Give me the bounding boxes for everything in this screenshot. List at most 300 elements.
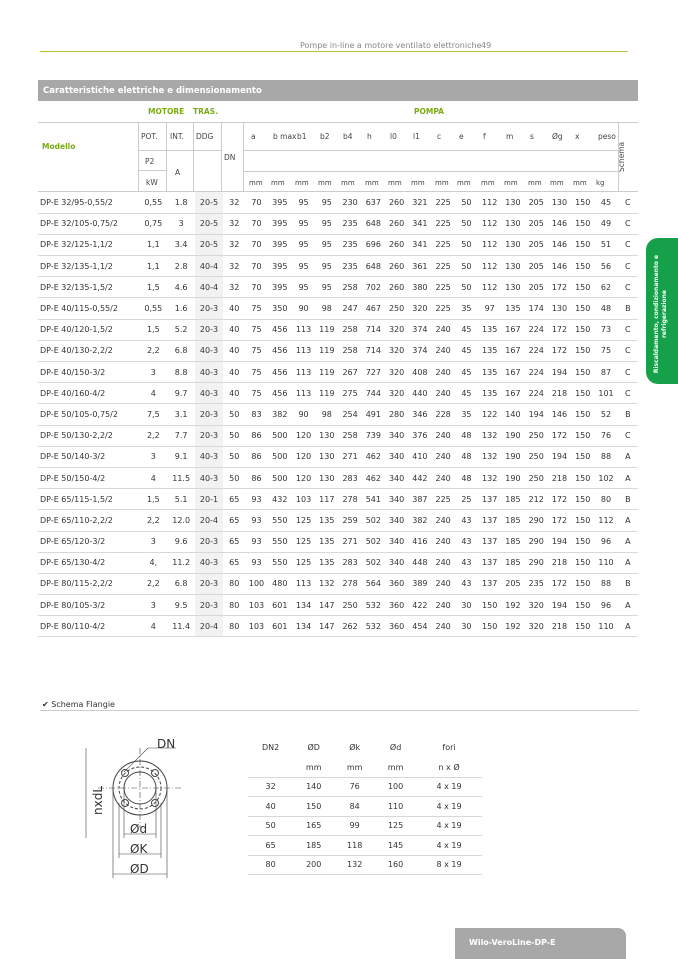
value-cell: 130 xyxy=(548,192,571,213)
value-cell: 135 xyxy=(315,552,338,573)
value-cell: 205 xyxy=(525,213,548,234)
value-cell: 172 xyxy=(548,510,571,531)
value-cell: 278 xyxy=(338,573,361,594)
value-cell: 93 xyxy=(245,552,267,573)
value-cell: 380 xyxy=(408,277,431,298)
value-cell: 240 xyxy=(432,552,455,573)
value-cell: 395 xyxy=(268,192,292,213)
value-cell: 340 xyxy=(385,425,408,446)
label-nxdl: nxdL xyxy=(91,785,105,815)
value-cell: 130 xyxy=(501,234,524,255)
flange-row xyxy=(248,836,482,856)
value-cell: 134 xyxy=(292,616,315,637)
value-cell: 150 xyxy=(571,467,594,488)
model-cell: DP-E 40/120-1,5/2 xyxy=(38,319,139,340)
col-schema: Schema xyxy=(617,141,626,172)
flange-cell: 132 xyxy=(334,855,375,875)
value-cell: 43 xyxy=(455,552,478,573)
value-cell: 20-4 xyxy=(195,616,223,637)
flange-cell: 165 xyxy=(293,816,334,836)
value-cell: 500 xyxy=(268,446,292,467)
flange-cell: 50 xyxy=(248,816,293,836)
page-number: 49 xyxy=(481,41,492,50)
value-cell: 43 xyxy=(455,510,478,531)
value-cell: 35 xyxy=(455,298,478,319)
flange-table xyxy=(248,738,482,875)
bolt-hole-3 xyxy=(122,800,129,807)
value-cell: 80 xyxy=(223,616,245,637)
table-row xyxy=(38,467,638,488)
value-cell: C xyxy=(618,256,638,277)
value-cell: 120 xyxy=(292,446,315,467)
value-cell: 422 xyxy=(408,595,431,616)
flange-header-row xyxy=(248,738,482,758)
unit-9: mm xyxy=(457,179,471,187)
flange-cell: mm xyxy=(334,758,375,778)
value-cell: 150 xyxy=(571,404,594,425)
value-cell: 40-4 xyxy=(195,277,223,298)
dn-leader xyxy=(124,748,148,772)
col-6: l0 xyxy=(390,132,397,141)
value-cell: 147 xyxy=(315,595,338,616)
value-cell: 146 xyxy=(548,404,571,425)
value-cell: 321 xyxy=(408,192,431,213)
value-cell: 240 xyxy=(432,383,455,404)
value-cell: A xyxy=(618,467,638,488)
value-cell: 140 xyxy=(501,404,524,425)
flange-cell: 4 x 19 xyxy=(416,797,482,817)
value-cell: 11.4 xyxy=(168,616,195,637)
value-cell: 601 xyxy=(268,595,292,616)
unit-5: mm xyxy=(365,179,379,187)
label-d-small: Ød xyxy=(130,822,148,836)
value-cell: 739 xyxy=(362,425,385,446)
value-cell: 40-3 xyxy=(195,446,223,467)
value-cell: 648 xyxy=(362,213,385,234)
table-row xyxy=(38,362,638,383)
value-cell: 70 xyxy=(245,256,267,277)
model-cell: DP-E 80/105-3/2 xyxy=(38,595,139,616)
col-12: s xyxy=(530,132,534,141)
flange-cell: 185 xyxy=(293,836,334,856)
value-cell: C xyxy=(618,192,638,213)
value-cell: 212 xyxy=(525,489,548,510)
value-cell: 320 xyxy=(385,340,408,361)
value-cell: 20-1 xyxy=(195,489,223,510)
section-title-bar: Caratteristiche elettriche e dimensionamento xyxy=(38,80,638,101)
value-cell: 172 xyxy=(548,573,571,594)
value-cell: 172 xyxy=(548,425,571,446)
value-cell: 190 xyxy=(501,446,524,467)
flange-cell: n x Ø xyxy=(416,758,482,778)
model-cell: DP-E 32/135-1,5/2 xyxy=(38,277,139,298)
col-pot: POT. xyxy=(141,132,158,141)
value-cell: 135 xyxy=(315,510,338,531)
value-cell: 117 xyxy=(315,489,338,510)
value-cell: 113 xyxy=(292,383,315,404)
value-cell: 320 xyxy=(385,362,408,383)
unit-10: mm xyxy=(481,179,495,187)
value-cell: 254 xyxy=(338,404,361,425)
col-int: INT. xyxy=(170,132,184,141)
table-row xyxy=(38,404,638,425)
value-cell: 167 xyxy=(501,362,524,383)
value-cell: 134 xyxy=(292,595,315,616)
value-cell: 3 xyxy=(139,531,167,552)
flange-rule xyxy=(40,710,638,711)
value-cell: 76 xyxy=(594,425,617,446)
value-cell: 218 xyxy=(548,552,571,573)
value-cell: 11.5 xyxy=(168,467,195,488)
value-cell: 192 xyxy=(501,595,524,616)
value-cell: 240 xyxy=(432,616,455,637)
value-cell: 250 xyxy=(525,467,548,488)
value-cell: A xyxy=(618,616,638,637)
value-cell: 480 xyxy=(268,573,292,594)
flange-cell: 125 xyxy=(375,816,416,836)
col-ddg: DDG xyxy=(196,132,214,141)
value-cell: 150 xyxy=(571,510,594,531)
value-cell: 135 xyxy=(478,362,501,383)
value-cell: 240 xyxy=(432,362,455,383)
model-cell: DP-E 40/115-0,55/2 xyxy=(38,298,139,319)
table-row xyxy=(38,616,638,637)
value-cell: 132 xyxy=(478,467,501,488)
model-cell: DP-E 32/95-0,55/2 xyxy=(38,192,139,213)
value-cell: 225 xyxy=(432,256,455,277)
col-8: c xyxy=(437,132,442,141)
value-cell: 185 xyxy=(501,489,524,510)
col-a-unit: A xyxy=(175,168,181,177)
value-cell: 382 xyxy=(408,510,431,531)
value-cell: 87 xyxy=(594,362,617,383)
value-cell: 132 xyxy=(478,446,501,467)
flange-cell xyxy=(248,758,293,778)
value-cell: 360 xyxy=(385,595,408,616)
model-cell: DP-E 32/105-0,75/2 xyxy=(38,213,139,234)
value-cell: 6.8 xyxy=(168,573,195,594)
value-cell: 11.2 xyxy=(168,552,195,573)
model-cell: DP-E 65/115-1,5/2 xyxy=(38,489,139,510)
value-cell: 102 xyxy=(594,467,617,488)
value-cell: 150 xyxy=(571,489,594,510)
unit-14: mm xyxy=(573,179,587,187)
value-cell: 374 xyxy=(408,319,431,340)
value-cell: 150 xyxy=(571,573,594,594)
value-cell: 340 xyxy=(385,467,408,488)
value-cell: 48 xyxy=(594,298,617,319)
value-cell: 119 xyxy=(315,319,338,340)
value-cell: 3 xyxy=(139,595,167,616)
value-cell: 361 xyxy=(408,256,431,277)
value-cell: 125 xyxy=(292,510,315,531)
value-cell: 408 xyxy=(408,362,431,383)
flange-cell: 8 x 19 xyxy=(416,855,482,875)
value-cell: 45 xyxy=(455,319,478,340)
value-cell: 9.6 xyxy=(168,531,195,552)
value-cell: 135 xyxy=(478,340,501,361)
col-modello: Modello xyxy=(42,142,76,151)
value-cell: 52 xyxy=(594,404,617,425)
value-cell: 258 xyxy=(338,340,361,361)
value-cell: 0,55 xyxy=(139,192,167,213)
table-row xyxy=(38,234,638,255)
flange-cell: DN2 xyxy=(262,743,280,753)
value-cell: 137 xyxy=(478,531,501,552)
value-cell: 190 xyxy=(501,467,524,488)
value-cell: 135 xyxy=(315,531,338,552)
flange-header-row xyxy=(248,758,482,778)
value-cell: 95 xyxy=(315,256,338,277)
value-cell: 150 xyxy=(571,595,594,616)
bolt-hole-2 xyxy=(152,770,159,777)
col-11: m xyxy=(506,132,514,141)
value-cell: 228 xyxy=(432,404,455,425)
value-cell: B xyxy=(618,404,638,425)
value-cell: 172 xyxy=(548,277,571,298)
value-cell: 25 xyxy=(455,489,478,510)
value-cell: 225 xyxy=(432,298,455,319)
value-cell: 130 xyxy=(315,425,338,446)
value-cell: 95 xyxy=(292,234,315,255)
value-cell: 40-3 xyxy=(195,467,223,488)
value-cell: 137 xyxy=(478,489,501,510)
value-cell: 280 xyxy=(385,404,408,425)
value-cell: 95 xyxy=(315,192,338,213)
value-cell: 150 xyxy=(571,234,594,255)
value-cell: 65 xyxy=(223,552,245,573)
group-pompa: POMPA xyxy=(414,107,444,116)
value-cell: 93 xyxy=(245,489,267,510)
col-4: b4 xyxy=(343,132,353,141)
vdiv-6 xyxy=(618,122,619,192)
col-5: h xyxy=(367,132,372,141)
value-cell: 40 xyxy=(223,319,245,340)
value-cell: 194 xyxy=(548,595,571,616)
flange-cell: 99 xyxy=(334,816,375,836)
unit-6: mm xyxy=(388,179,402,187)
value-cell: 75 xyxy=(245,362,267,383)
col-kw: kW xyxy=(146,178,158,187)
value-cell: 65 xyxy=(223,489,245,510)
value-cell: 4 xyxy=(139,467,167,488)
value-cell: 167 xyxy=(501,383,524,404)
value-cell: 75 xyxy=(245,383,267,404)
col-14: x xyxy=(575,132,580,141)
value-cell: 150 xyxy=(571,425,594,446)
value-cell: 260 xyxy=(385,192,408,213)
value-cell: 150 xyxy=(571,446,594,467)
value-cell: 194 xyxy=(548,531,571,552)
flange-cell: 84 xyxy=(334,797,375,817)
model-cell: DP-E 80/115-2,2/2 xyxy=(38,573,139,594)
value-cell: 2.8 xyxy=(168,256,195,277)
value-cell: 320 xyxy=(385,319,408,340)
value-cell: 50 xyxy=(223,467,245,488)
value-cell: 258 xyxy=(338,277,361,298)
table-row xyxy=(38,573,638,594)
value-cell: 271 xyxy=(338,446,361,467)
value-cell: 125 xyxy=(292,552,315,573)
value-cell: 262 xyxy=(338,616,361,637)
flange-cell: 65 xyxy=(248,836,293,856)
value-cell: 648 xyxy=(362,256,385,277)
value-cell: 9.1 xyxy=(168,446,195,467)
value-cell: A xyxy=(618,595,638,616)
value-cell: 550 xyxy=(268,531,292,552)
value-cell: 230 xyxy=(338,192,361,213)
table-row xyxy=(38,277,638,298)
value-cell: 45 xyxy=(594,192,617,213)
value-cell: 103 xyxy=(292,489,315,510)
unit-15: kg xyxy=(596,179,605,187)
value-cell: 86 xyxy=(245,425,267,446)
table-row xyxy=(38,340,638,361)
value-cell: 340 xyxy=(385,531,408,552)
value-cell: 432 xyxy=(268,489,292,510)
value-cell: 40 xyxy=(223,340,245,361)
table-row xyxy=(38,319,638,340)
col-7: l1 xyxy=(413,132,420,141)
unit-11: mm xyxy=(504,179,518,187)
vdiv-4 xyxy=(221,122,222,192)
flange-cell: 140 xyxy=(293,777,334,797)
value-cell: 376 xyxy=(408,425,431,446)
value-cell: 50 xyxy=(455,192,478,213)
unit-1: mm xyxy=(271,179,285,187)
table-row xyxy=(38,531,638,552)
unit-8: mm xyxy=(435,179,449,187)
value-cell: 103 xyxy=(245,595,267,616)
value-cell: 250 xyxy=(525,425,548,446)
value-cell: 137 xyxy=(478,552,501,573)
label-dn: DN xyxy=(157,737,176,751)
model-cell: DP-E 50/130-2,2/2 xyxy=(38,425,139,446)
col-dn: DN xyxy=(224,153,236,162)
value-cell: 49 xyxy=(594,213,617,234)
value-cell: 150 xyxy=(571,362,594,383)
col-9: e xyxy=(459,132,464,141)
value-cell: 48 xyxy=(455,467,478,488)
flange-cell: mm xyxy=(375,758,416,778)
value-cell: 130 xyxy=(548,298,571,319)
value-cell: 250 xyxy=(338,595,361,616)
value-cell: 4 xyxy=(139,383,167,404)
pompa-divider-2 xyxy=(243,171,618,172)
header-divider xyxy=(38,122,638,123)
value-cell: 258 xyxy=(338,425,361,446)
value-cell: 1,1 xyxy=(139,256,167,277)
flange-cell: 4 x 19 xyxy=(416,777,482,797)
value-cell: 130 xyxy=(501,277,524,298)
value-cell: 454 xyxy=(408,616,431,637)
value-cell: 194 xyxy=(548,446,571,467)
value-cell: 135 xyxy=(478,319,501,340)
value-cell: 20-3 xyxy=(195,425,223,446)
col-3: b2 xyxy=(320,132,330,141)
value-cell: 185 xyxy=(501,531,524,552)
value-cell: 456 xyxy=(268,383,292,404)
col-15: peso xyxy=(598,132,616,141)
value-cell: 32 xyxy=(223,234,245,255)
label-D: ØD xyxy=(130,862,149,876)
value-cell: 0,75 xyxy=(139,213,167,234)
value-cell: 564 xyxy=(362,573,385,594)
value-cell: 4.6 xyxy=(168,277,195,298)
value-cell: 382 xyxy=(268,404,292,425)
value-cell: 95 xyxy=(292,192,315,213)
value-cell: 387 xyxy=(408,489,431,510)
value-cell: 550 xyxy=(268,510,292,531)
value-cell: 456 xyxy=(268,319,292,340)
footer-tab: Wilo-VeroLine-DP-E xyxy=(455,928,626,959)
value-cell: 40 xyxy=(223,383,245,404)
value-cell: 95 xyxy=(292,213,315,234)
value-cell: 130 xyxy=(315,467,338,488)
value-cell: 225 xyxy=(432,277,455,298)
value-cell: B xyxy=(618,298,638,319)
value-cell: 702 xyxy=(362,277,385,298)
value-cell: 103 xyxy=(245,616,267,637)
value-cell: 9.5 xyxy=(168,595,195,616)
value-cell: 6.8 xyxy=(168,340,195,361)
value-cell: 192 xyxy=(501,616,524,637)
check-icon: ✔ xyxy=(42,700,52,709)
flange-cell: 145 xyxy=(375,836,416,856)
value-cell: 30 xyxy=(455,616,478,637)
table-row xyxy=(38,425,638,446)
value-cell: 260 xyxy=(385,256,408,277)
value-cell: 113 xyxy=(292,573,315,594)
value-cell: 45 xyxy=(455,362,478,383)
value-cell: 20-3 xyxy=(195,404,223,425)
model-cell: DP-E 32/125-1,1/2 xyxy=(38,234,139,255)
group-tras: TRAS. xyxy=(193,107,218,116)
value-cell: 550 xyxy=(268,552,292,573)
value-cell: 80 xyxy=(223,595,245,616)
flange-cell: 4 x 19 xyxy=(416,836,482,856)
value-cell: 150 xyxy=(571,552,594,573)
value-cell: 290 xyxy=(525,510,548,531)
value-cell: 20-3 xyxy=(195,595,223,616)
value-cell: 260 xyxy=(385,234,408,255)
vdiv-1 xyxy=(138,122,139,192)
value-cell: 110 xyxy=(594,552,617,573)
value-cell: 448 xyxy=(408,552,431,573)
value-cell: 235 xyxy=(338,256,361,277)
value-cell: 112 xyxy=(594,510,617,531)
value-cell: 20-5 xyxy=(195,192,223,213)
value-cell: 88 xyxy=(594,573,617,594)
flange-cell: 110 xyxy=(375,797,416,817)
value-cell: 225 xyxy=(432,213,455,234)
value-cell: 9.7 xyxy=(168,383,195,404)
value-cell: 20-3 xyxy=(195,573,223,594)
value-cell: 224 xyxy=(525,319,548,340)
value-cell: 442 xyxy=(408,467,431,488)
value-cell: 1,5 xyxy=(139,319,167,340)
value-cell: 50 xyxy=(455,256,478,277)
side-tab[interactable] xyxy=(646,238,678,384)
value-cell: 205 xyxy=(525,277,548,298)
value-cell: A xyxy=(618,552,638,573)
table-row xyxy=(38,383,638,404)
value-cell: 70 xyxy=(245,234,267,255)
value-cell: 502 xyxy=(362,552,385,573)
table-row xyxy=(38,489,638,510)
value-cell: 8.8 xyxy=(168,362,195,383)
value-cell: 350 xyxy=(268,298,292,319)
